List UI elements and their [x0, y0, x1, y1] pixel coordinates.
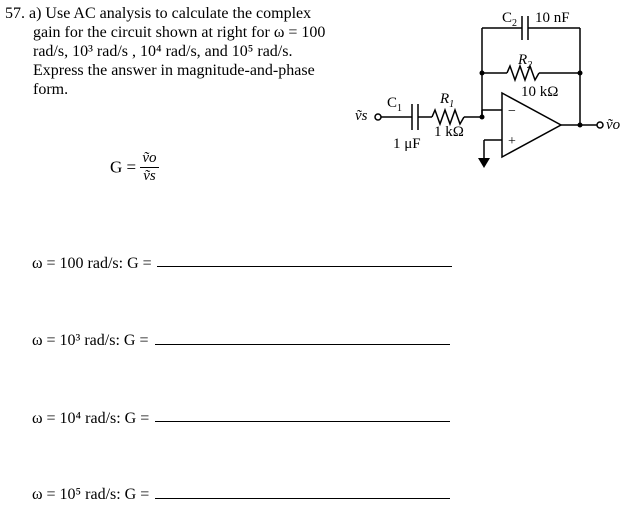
- junction-node: [480, 115, 485, 120]
- answer-label-1e5: ω = 10⁵ rad/s: G =: [32, 486, 150, 503]
- vo-terminal: [597, 122, 603, 128]
- opamp-plus-label: +: [508, 134, 516, 149]
- gain-numerator: ṽo: [142, 150, 157, 166]
- c2-label: $C_2$: [502, 10, 518, 29]
- problem-number: 57.: [5, 5, 25, 22]
- answer-label-1e4: ω = 10⁴ rad/s: G =: [32, 410, 150, 427]
- problem-line-4: Express the answer in magnitude-and-phase: [33, 62, 315, 79]
- problem-line-2: gain for the circuit shown at right for ω = 100: [33, 24, 326, 41]
- gain-lhs: G =: [110, 157, 137, 177]
- vs-terminal: [375, 114, 381, 120]
- r2-resistor: [507, 66, 539, 80]
- opamp-minus-label: −: [508, 104, 516, 119]
- answer-label-1e3: ω = 10³ rad/s: G =: [32, 332, 149, 349]
- r1-value: 1 kΩ: [434, 124, 464, 140]
- c2-value: 10 nF: [535, 10, 570, 26]
- ground-icon: [478, 158, 490, 168]
- r2-value: 10 kΩ: [521, 84, 559, 100]
- vo-label: ṽo: [606, 117, 621, 133]
- answer-label-100: ω = 100 rad/s: G =: [32, 255, 152, 272]
- c1-label: $C_1$: [387, 95, 403, 114]
- gain-denominator: ṽs: [143, 168, 156, 184]
- r1-resistor: [432, 110, 464, 124]
- vs-label: ṽs: [355, 108, 368, 124]
- problem-line-3: rad/s, 10³ rad/s , 10⁴ rad/s, and 10⁵ rad/s.: [33, 43, 293, 60]
- c1-value: 1 μF: [393, 136, 421, 152]
- r1-label: $R_1$: [440, 91, 455, 110]
- problem-line-5: form.: [33, 81, 69, 98]
- problem-line-1: 57. a) Use AC analysis to calculate the complex: [5, 5, 312, 22]
- r2-label: $R_2$: [518, 52, 533, 71]
